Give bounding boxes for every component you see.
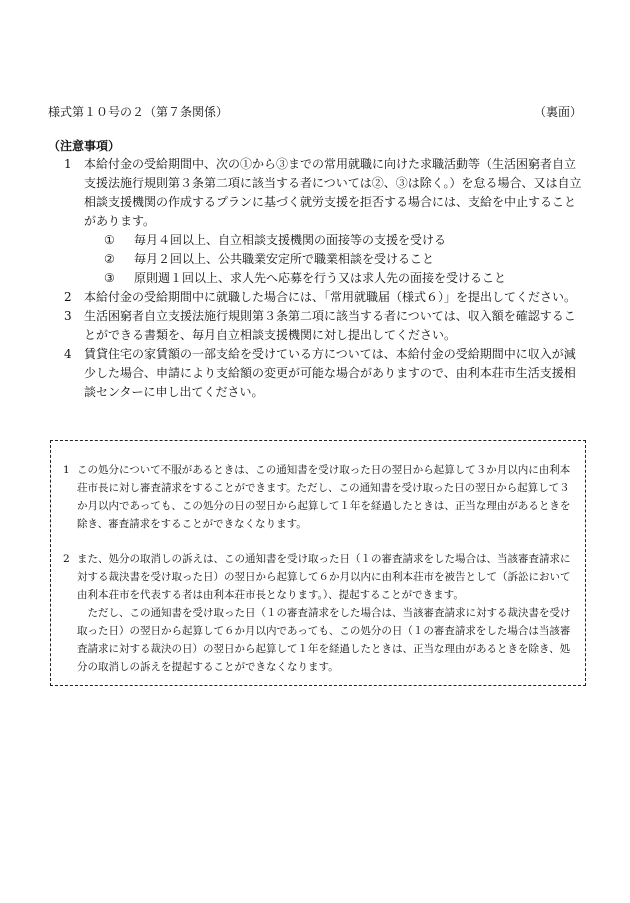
appeal-paragraph: また、処分の取消しの訴えは、この通知書を受け取った日（１の審査請求をした場合は、当該審査請求に対する裁決書を受け取った日）の翌日から起算して６か月以内に由利本荘市を被告として（訴訟において由利本荘市を代表する者は由利本荘市長となります。）、提起することができます。 <box>77 553 571 601</box>
appeal-body <box>77 461 577 533</box>
appeal-paragraph: この処分について不服があるときは、この通知書を受け取った日の翌日から起算して３か月以内に由利本荘市長に対し審査請求をすることができます。ただし、この通知書を受け取った日の翌日から起算して３か月以内であっても、この処分の日の翌日から起算して１年を経過したときは、正当な理由があるときを除き、審査請求をすることができなくなります。 <box>77 464 571 530</box>
appeal-number: 1 <box>63 464 70 476</box>
note-item <box>60 288 584 307</box>
activity-text: 毎月２回以上、公共職業安定所で職業相談を受けること <box>134 252 435 266</box>
activity-mark: ② <box>104 252 115 266</box>
appeal-item <box>63 461 577 533</box>
activity-text: 原則週１回以上、求人先へ応募を行う又は求人先の面接を受けること <box>134 271 507 285</box>
activity-mark: ① <box>104 233 115 247</box>
note-text: 本給付金の受給期間中に就職した場合には、「常用就職届（様式６）」を提出してください。 <box>84 290 577 304</box>
activity-item <box>84 269 584 288</box>
note-item <box>60 155 584 288</box>
notes-heading: （注意事項） <box>48 139 121 153</box>
note-body <box>84 155 584 288</box>
note-text: 生活困窮者自立支援法施行規則第３条第二項に該当する者については、収入額を確認することができる書類を、毎月自立相談支援機関に対し提出してください。 <box>84 309 576 342</box>
note-item <box>60 307 584 345</box>
activity-mark: ③ <box>104 271 115 285</box>
note-number: 1 <box>64 157 72 171</box>
reverse-side-label: （裏面） <box>534 105 583 119</box>
appeal-paragraph: ただし、この通知書を受け取った日（１の審査請求をした場合は、当該審査請求に対する裁決書を受け取った日）の翌日から起算して６か月以内であっても、この処分の日（１の審査請求をした場合は当該審査請求に対する裁決の日）の翌日から起算して１年を経過したときは、正当な理由があるときを除き、処分の取消しの訴えを提起することができなくなります。 <box>77 607 571 673</box>
note-item <box>60 345 584 402</box>
activity-requirements <box>84 231 584 288</box>
note-number: 3 <box>64 309 72 323</box>
appeal-item <box>63 550 577 676</box>
note-number: 4 <box>64 347 72 361</box>
appeal-number: 2 <box>63 553 70 565</box>
appeal-notice-box <box>50 440 586 686</box>
note-number: 2 <box>64 290 72 304</box>
activity-text: 毎月４回以上、自立相談支援機関の面接等の支援を受ける <box>134 233 447 247</box>
notes-list <box>60 155 584 402</box>
activity-item <box>84 250 584 269</box>
note-text: 本給付金の受給期間中、次の①から③までの常用就職に向けた求職活動等（生活困窮者自立支援法施行規則第３条第二項に該当する者については②、③は除く。）を怠る場合、又は自立相談支援機関の作成するプランに基づく就労支援を拒否する場合には、支給を中止することがあります。 <box>84 157 582 228</box>
appeal-body <box>77 550 577 676</box>
note-text: 賃貸住宅の家賃額の一部支給を受けている方については、本給付金の受給期間中に収入が減少した場合、申請により支給額の変更が可能な場合がありますので、由利本荘市生活支援相談センターに申し出てください。 <box>84 347 576 399</box>
form-number-label: 様式第１０号の２（第７条関係） <box>48 105 229 119</box>
activity-item <box>84 231 584 250</box>
